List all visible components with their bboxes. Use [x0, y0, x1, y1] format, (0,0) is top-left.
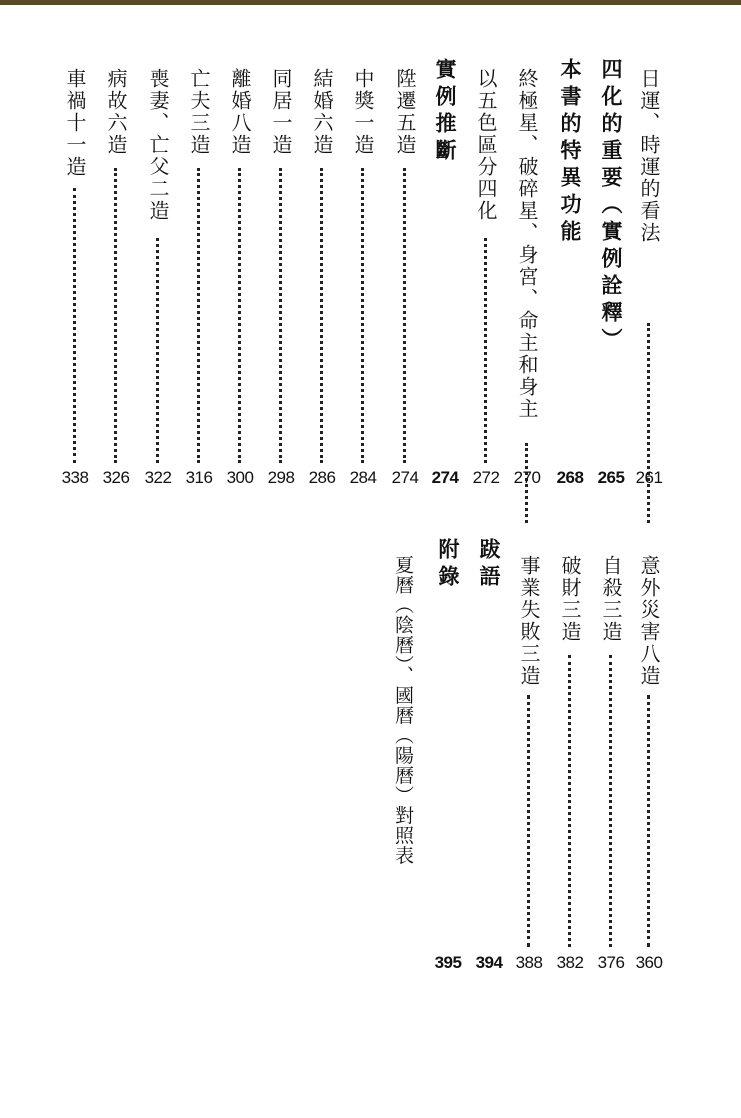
toc-entry-page: 270: [513, 468, 541, 487]
toc-entry-title: 離婚八造: [228, 68, 252, 156]
toc-entry-title: 中獎一造: [351, 68, 375, 156]
dot-leader: [114, 168, 117, 463]
toc-entry-page: 300: [226, 468, 254, 487]
toc-entry-title: 實例推斷: [433, 58, 458, 166]
dot-leader: [279, 168, 282, 463]
dot-leader: [238, 168, 241, 463]
dot-leader: [156, 238, 159, 463]
toc-entry-title: 陞遷五造: [393, 68, 417, 156]
toc-entry-title: 跋語: [477, 538, 502, 592]
toc-entry-title: 事業失敗三造: [517, 555, 541, 687]
toc-entry-title: 日運、時運的看法: [637, 68, 661, 244]
toc-entry-page: 274: [391, 468, 419, 487]
dot-leader: [484, 238, 487, 463]
toc-entry-title: 同居一造: [269, 68, 293, 156]
toc-entry-title: 自殺三造: [599, 555, 623, 643]
toc-entry-title: 以五色區分四化: [474, 68, 498, 222]
toc-entry-page: 338: [61, 468, 89, 487]
dot-leader: [647, 323, 650, 523]
toc-entry-title: 四化的重要（實例詮釋）: [599, 58, 624, 355]
toc-entry-title: 夏曆（陰曆）、國曆（陽曆）對照表: [392, 555, 414, 866]
toc-entry-page: 326: [102, 468, 130, 487]
toc-entry-title: 終極星、破碎星、身宮、命主和身主: [515, 68, 539, 420]
dot-leader: [568, 655, 571, 947]
toc-entry-page: 284: [349, 468, 377, 487]
toc-entry-title: 附錄: [436, 538, 461, 592]
dot-leader: [609, 655, 612, 947]
toc-entry-page: 298: [267, 468, 295, 487]
toc-entry-page: 388: [515, 953, 543, 972]
toc-entry-title: 喪妻、亡父二造: [146, 68, 170, 222]
toc-entry-page: 286: [308, 468, 336, 487]
toc-entry-page: 265: [597, 468, 625, 487]
toc-entry-title: 意外災害八造: [637, 555, 661, 687]
toc-entry-page: 316: [185, 468, 213, 487]
toc-entry-page: 394: [475, 953, 503, 972]
toc-entry-title: 本書的特異功能: [558, 58, 583, 247]
toc-entry-title: 結婚六造: [310, 68, 334, 156]
toc-entry-page: 261: [635, 468, 663, 487]
toc-entry-page: 268: [556, 468, 584, 487]
dot-leader: [527, 695, 530, 947]
toc-entry-title: 亡夫三造: [187, 68, 211, 156]
toc-entry-page: 360: [635, 953, 663, 972]
toc-entry-page: 274: [431, 468, 459, 487]
dot-leader: [403, 168, 406, 463]
dot-leader: [361, 168, 364, 463]
toc-entry-page: 272: [472, 468, 500, 487]
toc-entry-page: 395: [434, 953, 462, 972]
dot-leader: [647, 695, 650, 947]
dot-leader: [73, 188, 76, 463]
toc-entry-title: 車禍十一造: [63, 68, 87, 178]
toc-entry-title: 病故六造: [104, 68, 128, 156]
toc-entry-title: 破財三造: [558, 555, 582, 643]
top-border-rule: [0, 0, 741, 5]
toc-entry-page: 376: [597, 953, 625, 972]
toc-entry-page: 322: [144, 468, 172, 487]
dot-leader: [197, 168, 200, 463]
toc-entry-page: 382: [556, 953, 584, 972]
dot-leader: [320, 168, 323, 463]
